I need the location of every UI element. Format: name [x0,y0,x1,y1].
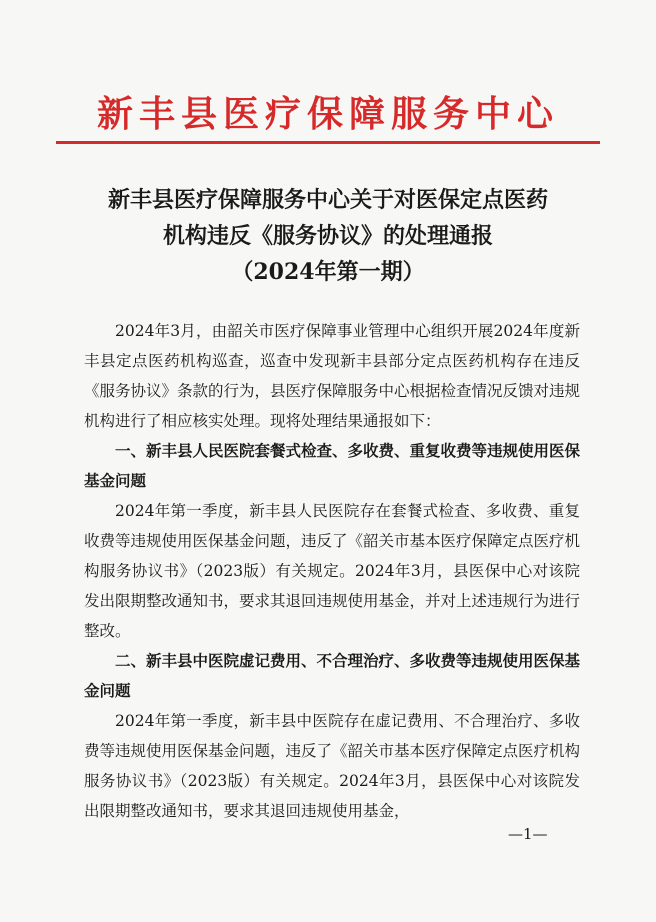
section-heading-1: 一、新丰县人民医院套餐式检查、多收费、重复收费等违规使用医保基金问题 [84,442,581,490]
masthead-title: 新丰县医疗保障服务中心 [96,94,559,135]
intro-paragraph: 2024年3月，由韶关市医疗保障事业管理中心组织开展2024年度新丰县定点医药机构巡查，巡查中发现新丰县部分定点医药机构存在违反《服务协议》条款的行为，县医疗保障服务中心根据检查情况反馈对违规机构进行了相应核实处理。现将处理结果通报如下： [84,322,581,430]
title-line-2: 机构违反《服务协议》的处理通报 [162,223,493,249]
document-body [84,316,580,826]
title-line-3: （2024年第一期） [231,259,425,285]
section-heading-2: 二、新丰县中医院虚记费用、不合理治疗、多收费等违规使用医保基金问题 [84,652,581,700]
page-number: —1— [508,825,548,843]
title-line-1: 新丰县医疗保障服务中心关于对医保定点医药 [107,187,548,213]
section-paragraph-2: 2024年第一季度，新丰县中医院存在虚记费用、不合理治疗、多收费等违规使用医保基金问题，违反了《韶关市基本医疗保障定点医疗机构服务协议书》（2023版）有关规定。2024年3月，县医保中心对该院发出限期整改通知书，要求其退回违规使用基金， [84,712,581,820]
red-divider-line [56,141,600,144]
section-paragraph-1: 2024年第一季度，新丰县人民医院存在套餐式检查、多收费、重复收费等违规使用医保基金问题，违反了《韶关市基本医疗保障定点医疗机构服务协议书》（2023版）有关规定。2024年3月，县医保中心对该院发出限期整改通知书，要求其退回违规使用基金，并对上述违规行为进行整改。 [84,502,581,640]
document-title [60,182,596,290]
